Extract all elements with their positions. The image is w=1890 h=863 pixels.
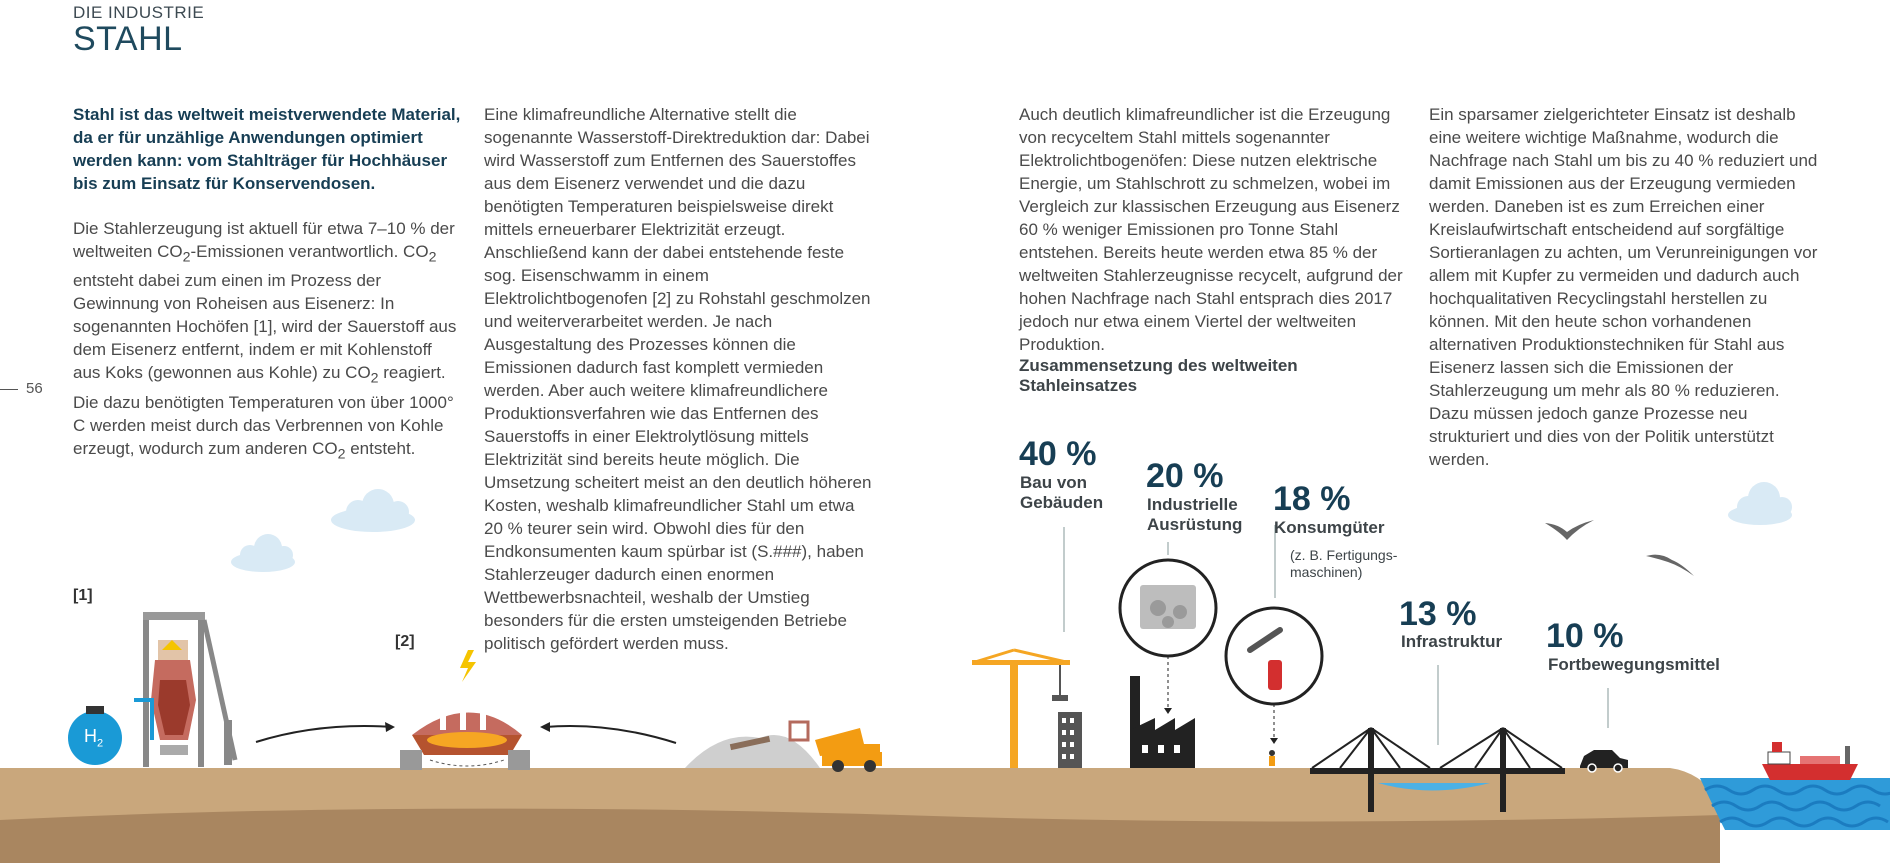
arrow-right [256, 726, 393, 742]
h2-subscript: 2 [97, 737, 104, 750]
subscript: 2 [182, 249, 191, 266]
bird-icon [1646, 555, 1694, 576]
building-icon [1058, 712, 1082, 768]
subscript: 2 [428, 249, 437, 266]
segment-value: 18 % [1273, 480, 1351, 518]
can-icon [1268, 660, 1282, 690]
page-title: STAHL [73, 20, 183, 58]
figure-ref-1: [1] [73, 587, 93, 604]
cloud-icon [331, 489, 415, 532]
segment-value: 20 % [1146, 457, 1224, 495]
scrap-pile-icon [685, 722, 820, 768]
person-icon [1269, 750, 1275, 766]
figure-ref-2: [2] [395, 633, 415, 650]
text-run: reagiert. Die dazu benötigten Temperaturen von über 1000° C werden meist durch das Verbrennen von Kohle erzeugt, wodurch zum anderen CO [73, 363, 454, 458]
blast-furnace-icon [134, 612, 235, 767]
lead-paragraph: Stahl ist das weltweit meistverwendete Material, da er für unzählige Anwendungen optimiert werden kann: vom Stahlträger für Hochhäuser bis zum Einsatz für Konservendosen. [73, 105, 461, 193]
section-kicker: DIE INDUSTRIE [73, 3, 205, 22]
crane-icon [972, 650, 1070, 768]
tank-cap [86, 706, 104, 714]
segment-label: Infrastruktur [1401, 632, 1503, 651]
infographic-title: Zusammensetzung des weltweiten Stahleinsatzes [1019, 356, 1298, 395]
page-number-text: 56 [26, 380, 43, 397]
segment-label: Fortbewegungsmittel [1548, 655, 1720, 674]
text-run: entsteht dabei zum einen im Prozess der Gewinnung von Roheisen aus Eisenerz: In sogenannten Hochöfen [1], wird der Sauerstoff aus dem Eisenerz entfernt, indem er mit Kohlenstoff aus Koks (gewonnen aus Kohle) zu CO [73, 271, 457, 383]
paragraph-direct-reduction: Eine klimafreundliche Alternative stellt die sogenannte Wasserstoff-Direktreduktion dar: Dabei wird Wasserstoff zum Entfernen des Sauerstoffes aus dem Eisenerz verwendet und die dazu benötigten Temperaturen beispielsweise direkt mittels erneuerbarer Elektrizität erzeugt. Anschließend kann der dabei entstehende feste sog. Eisenschwamm in einem Elektrolichtbogenofen [2] zu Rohstahl geschmolzen und weiterverarbeitet werden. Je nach Ausgestaltung des Prozesses können die Emissionen dadurch fast komplett vermieden werden. Aber auch weitere klimafreundlichere Produktionsverfahren wie das Entfernen des Sauerstoffs in einer Elektrolytlösung mittels Elektrizität sind bereits heute möglich. Die Umsetzung scheitert meist an den deutlich höheren Kosten, weshalb klimafreundlicher Stahl um etwa 20 % teurer sein wird. Obwohl dies für den Endkonsumenten kaum spürbar ist (S.###), haben Stahlerzeuger dadurch einen enormen Wettbewerbsnachteil, weshalb der Umstieg besonders für die ersten umsteigenden Betriebe politisch gefördert werden muss. [484, 105, 872, 653]
arrow-head [1270, 738, 1278, 744]
subscript: 2 [370, 370, 379, 387]
cloud-icon [231, 534, 295, 572]
segment-value: 40 % [1019, 435, 1097, 473]
paragraph-efficiency: Ein sparsamer zielgerichteter Einsatz ist deshalb eine weitere wichtige Maßnahme, wodurch die Nachfrage nach Stahl um bis zu 40 % reduziert und damit Emissionen aus der Erzeugung vermieden werden. Daneben ist es zum Erreichen einer Kreislaufwirtschaft entscheidend auf sorgfältige Sortieranlagen zu achten, um Verunreinigungen vor allem mit Kupfer zu vermeiden und dadurch auch hochqualitativen Recyclingstahl herstellen zu können. Mit den heute schon vorhandenen alternativen Produktionstechniken für Stahl aus Eisenerz lassen sich die Emissionen der Stahlerzeugung um mehr als 80 % reduzieren. Dazu müssen jedoch ganze Prozesse neu strukturiert und dies von der Politik unterstützt werden. [1429, 105, 1818, 469]
paragraph-recycling: Auch deutlich klimafreundlicher ist die Erzeugung von recyceltem Stahl mittels sogenannter Elektrolichtbogenöfen: Diese nutzen elektrische Energie, um Stahlschrott zu schmelzen, wobei im Vergleich zur klassischen Erzeugung aus Eisenerz 60 % weniger Emissionen pro Tonne Stahl entstehen. Bereits heute werden etwa 85 % der weltweiten Stahlerzeugnisse recycelt, aufgrund der hohen Nachfrage nach Stahl entsprach dies 2017 jedoch nur etwa einem Viertel der weltweiten Produktion. [1019, 105, 1403, 354]
arrow-head [385, 722, 395, 732]
truck-icon [815, 728, 882, 772]
subscript: 2 [337, 446, 346, 463]
ship-icon [1762, 742, 1858, 780]
h2-text: H [84, 726, 97, 746]
cloud-icon [1728, 482, 1792, 525]
segment-label: Konsumgüter [1274, 518, 1385, 537]
text-run: entsteht. [345, 438, 416, 458]
arrow-left [545, 726, 676, 743]
arrow-head [540, 722, 550, 732]
factory-icon [1130, 676, 1195, 768]
sea [1700, 778, 1890, 830]
bird-icon [1545, 520, 1594, 540]
segment-value: 13 % [1399, 595, 1477, 633]
text-run: -Emissionen verantwortlich. CO [190, 242, 429, 261]
segment-note: (z. B. Fertigungs-maschinen) [1290, 547, 1398, 580]
text-run: Die Stahlerzeugung ist aktuell für etwa 7–10 % der weltweiten CO [73, 219, 455, 261]
arrow-head [1164, 708, 1172, 714]
segment-label: Bau von Gebäuden [1020, 473, 1104, 512]
segment-label: Industrielle Ausrüstung [1147, 495, 1243, 534]
h2-label [84, 726, 103, 750]
electric-arc-furnace-icon [400, 650, 530, 770]
segment-value: 10 % [1546, 617, 1624, 655]
gears-icon [1140, 585, 1196, 629]
